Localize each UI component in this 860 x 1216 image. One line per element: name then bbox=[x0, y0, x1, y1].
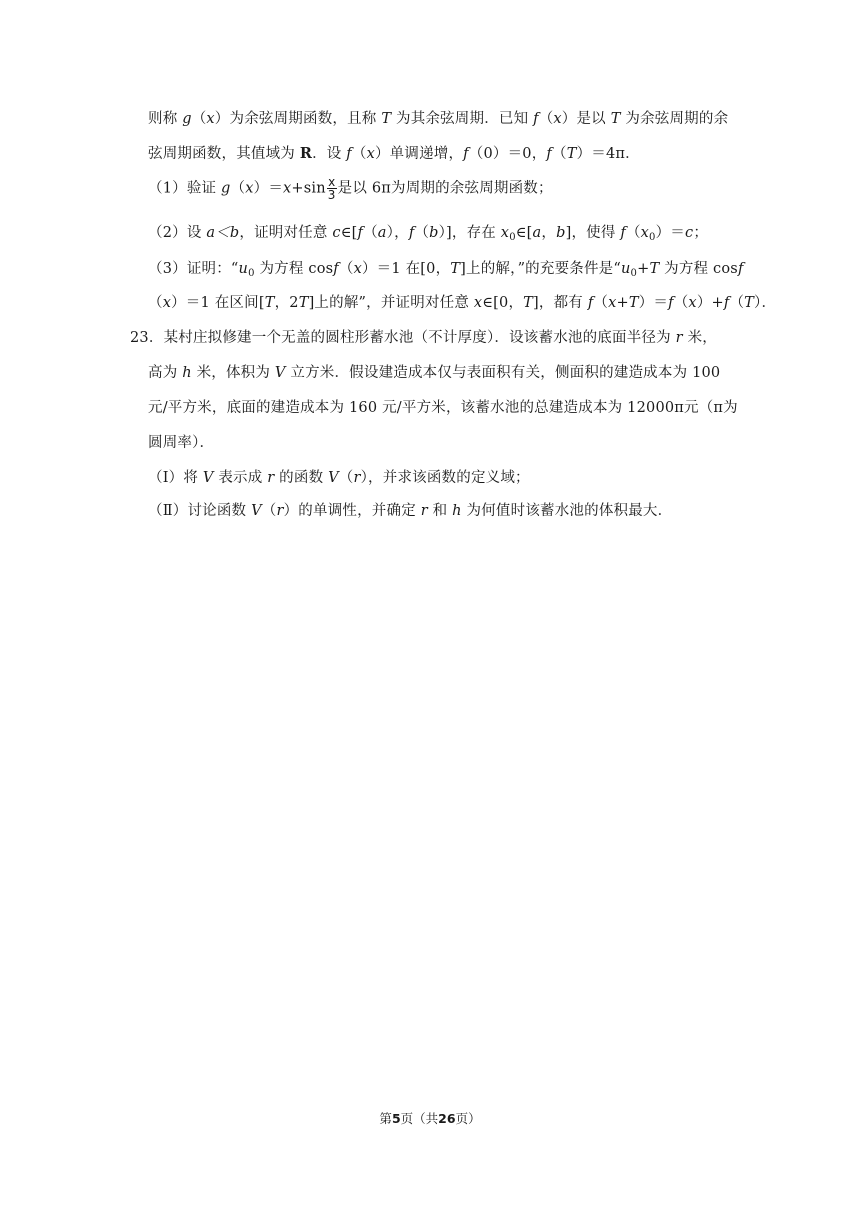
var: x bbox=[640, 225, 650, 241]
problem23-partI bbox=[148, 468, 530, 488]
var: T bbox=[566, 146, 577, 162]
var: c bbox=[685, 225, 694, 241]
var: r bbox=[353, 470, 361, 486]
text: ）＝1 在区间[ bbox=[171, 295, 265, 311]
var: f bbox=[333, 261, 339, 277]
var: f bbox=[737, 261, 744, 277]
footer-prefix: 第 bbox=[379, 1111, 392, 1126]
problem22-part3-line2 bbox=[148, 293, 776, 313]
var: x bbox=[245, 180, 254, 197]
text: （1）验证 bbox=[148, 180, 222, 197]
text: 则称 bbox=[148, 111, 183, 127]
text: （ bbox=[538, 111, 554, 127]
text: ，证明对任意 bbox=[239, 225, 333, 241]
var: a bbox=[377, 225, 387, 241]
text: （ bbox=[593, 295, 609, 311]
fraction-denominator: 3 bbox=[327, 188, 336, 202]
text: ）＝ bbox=[655, 225, 686, 241]
text: 为方程 cos bbox=[254, 261, 334, 277]
text: （Ⅰ）将 bbox=[148, 470, 203, 486]
problem23-partII bbox=[148, 501, 672, 521]
var: R bbox=[299, 145, 313, 162]
text: + bbox=[637, 261, 650, 277]
text: （2）设 bbox=[148, 225, 207, 241]
page-footer bbox=[0, 1111, 860, 1127]
problem23-line2 bbox=[148, 363, 720, 383]
var: V bbox=[202, 470, 214, 486]
problem22-intro-line1 bbox=[148, 109, 728, 129]
var: h bbox=[452, 503, 462, 519]
var: x bbox=[206, 111, 215, 127]
fraction-x-over-3 bbox=[327, 176, 337, 201]
var: f bbox=[668, 295, 674, 311]
text: ）＝ bbox=[253, 180, 284, 197]
problem22-part1 bbox=[148, 176, 553, 201]
var: g bbox=[182, 111, 192, 127]
var: f bbox=[620, 225, 626, 241]
var: T bbox=[744, 295, 755, 311]
page-number: 5 bbox=[391, 1111, 401, 1126]
problem22-part3-line1 bbox=[148, 259, 744, 284]
text: ）＝4π． bbox=[576, 146, 640, 162]
fraction-numerator: x bbox=[328, 175, 336, 189]
text: 元/平方米，底面的建造成本为 160 元/平方米，该蓄水池的总建造成本为 12000π元（π为 bbox=[148, 400, 738, 416]
var: f bbox=[533, 111, 539, 127]
var: a bbox=[532, 225, 542, 241]
text: （ bbox=[414, 225, 430, 241]
var: r bbox=[420, 503, 428, 519]
text: （3）证明：“ bbox=[148, 261, 239, 277]
subscript: 0 bbox=[649, 232, 656, 243]
text: ，2 bbox=[274, 295, 299, 311]
var: x bbox=[162, 295, 172, 311]
var: f bbox=[723, 295, 730, 311]
text: （ bbox=[338, 261, 354, 277]
text: （ bbox=[729, 295, 745, 311]
text: （ bbox=[261, 503, 277, 519]
var: u bbox=[238, 261, 249, 277]
text: 圆周率）． bbox=[148, 435, 215, 451]
var: b bbox=[556, 225, 566, 241]
text: （ bbox=[673, 295, 689, 311]
problem22-intro-line2 bbox=[148, 144, 640, 164]
text: （ bbox=[351, 146, 367, 162]
text: ）＝ bbox=[638, 295, 669, 311]
var: r bbox=[276, 503, 284, 519]
text: 弦周期函数，其值域为 bbox=[148, 146, 300, 162]
var: u bbox=[621, 261, 631, 277]
text: 为余弦周期的余 bbox=[620, 111, 729, 127]
text: ）． bbox=[754, 295, 777, 311]
var: T bbox=[628, 295, 639, 311]
var: f bbox=[463, 146, 469, 162]
text: 为何值时该蓄水池的体积最大． bbox=[461, 503, 673, 519]
text: ）]，存在 bbox=[438, 225, 501, 241]
var: f bbox=[408, 225, 415, 241]
text: 表示成 bbox=[213, 470, 268, 486]
var: g bbox=[221, 180, 231, 197]
problem-number: 23． bbox=[130, 330, 164, 346]
text: ）+ bbox=[696, 295, 724, 311]
text: 米，体积为 bbox=[191, 365, 275, 381]
text: ]，都有 bbox=[533, 295, 588, 311]
var: b bbox=[429, 225, 439, 241]
var: r bbox=[267, 470, 275, 486]
text: ．设 bbox=[312, 146, 347, 162]
text: +sin bbox=[291, 180, 326, 197]
var: V bbox=[251, 503, 262, 519]
var: x bbox=[473, 295, 483, 311]
total-pages: 26 bbox=[438, 1111, 456, 1126]
text: （0）＝0， bbox=[468, 146, 547, 162]
text: ）单调递增， bbox=[374, 146, 464, 162]
var: f bbox=[357, 225, 364, 241]
subscript: 0 bbox=[509, 232, 516, 243]
text: 立方米．假设建造成本仅与表面积有关，侧面积的建造成本为 100 bbox=[285, 365, 721, 381]
var: V bbox=[274, 365, 286, 381]
text: （Ⅱ）讨论函数 bbox=[148, 503, 252, 519]
text: （ bbox=[625, 225, 641, 241]
text: ∈[0， bbox=[482, 295, 524, 311]
footer-middle: 页（共 bbox=[400, 1111, 439, 1126]
problem23-line1 bbox=[130, 328, 717, 348]
var: T bbox=[450, 261, 461, 277]
var: f bbox=[546, 146, 552, 162]
var: V bbox=[328, 470, 339, 486]
text: ]，使得 bbox=[565, 225, 621, 241]
problem22-part2 bbox=[148, 223, 708, 248]
text: （ bbox=[551, 146, 567, 162]
text: ）的单调性，并确定 bbox=[283, 503, 421, 519]
text: ； bbox=[693, 225, 709, 241]
var: c bbox=[332, 225, 341, 241]
text: ， bbox=[541, 225, 557, 241]
subscript: 0 bbox=[630, 268, 638, 279]
var: a＜b bbox=[206, 225, 240, 241]
text: 和 bbox=[427, 503, 453, 519]
text: 某村庄拟修建一个无盖的圆柱形蓄水池（不计厚度）．设该蓄水池的底面半径为 bbox=[163, 330, 676, 346]
var: x bbox=[283, 180, 292, 197]
text: ∈[ bbox=[340, 225, 358, 241]
text: 高为 bbox=[148, 365, 183, 381]
text: 是以 6π为周期的余弦周期函数； bbox=[337, 180, 553, 197]
text: ]上的解”，并证明对任意 bbox=[308, 295, 474, 311]
text: 为方程 cos bbox=[659, 261, 738, 277]
text: （ bbox=[338, 470, 354, 486]
text: （ bbox=[148, 295, 163, 311]
text: ）为余弦周期函数，且称 bbox=[214, 111, 382, 127]
var: T bbox=[649, 261, 660, 277]
text: ）＝1 在[0， bbox=[361, 261, 451, 277]
var: x bbox=[553, 111, 562, 127]
text: （ bbox=[191, 111, 207, 127]
var: T bbox=[298, 295, 309, 311]
var: T bbox=[523, 295, 534, 311]
text: ）， bbox=[386, 225, 409, 241]
text: （ bbox=[363, 225, 378, 241]
text: ]上的解，”的充要条件是“ bbox=[460, 261, 621, 277]
text: 为其余弦周期．已知 bbox=[391, 111, 534, 127]
subscript: 0 bbox=[248, 268, 255, 279]
var: x bbox=[500, 225, 510, 241]
text: + bbox=[616, 295, 629, 311]
var: x bbox=[366, 146, 375, 162]
var: T bbox=[264, 295, 275, 311]
text: ），并求该函数的定义域； bbox=[360, 470, 530, 486]
var: x bbox=[608, 295, 617, 311]
var: h bbox=[182, 365, 192, 381]
var: x bbox=[353, 261, 362, 277]
problem23-line4 bbox=[148, 433, 214, 453]
text: 的函数 bbox=[274, 470, 329, 486]
text: （ bbox=[230, 180, 246, 197]
var: f bbox=[346, 146, 352, 162]
text: 米， bbox=[682, 330, 717, 346]
var: f bbox=[587, 295, 594, 311]
footer-suffix: 页） bbox=[455, 1111, 481, 1126]
text: ）是以 bbox=[561, 111, 611, 127]
text: ∈[ bbox=[515, 225, 533, 241]
var: T bbox=[610, 111, 621, 127]
problem23-line3 bbox=[148, 398, 738, 418]
var: T bbox=[381, 111, 392, 127]
var: x bbox=[688, 295, 697, 311]
var: r bbox=[675, 330, 683, 346]
